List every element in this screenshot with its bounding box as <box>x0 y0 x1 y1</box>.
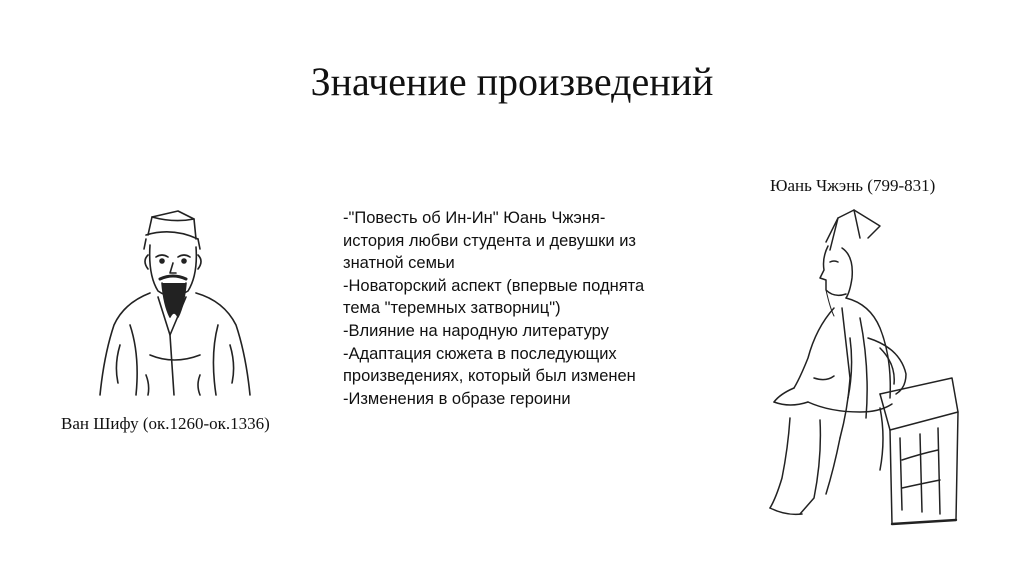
body-line: -Новаторский аспект (впервые поднята <box>343 276 645 295</box>
body-line: произведениях, который был изменен <box>343 367 636 386</box>
yuan-zhen-portrait <box>730 198 960 528</box>
body-line: -Адаптация сюжета в последующих <box>343 344 617 363</box>
wang-shifu-portrait <box>90 205 260 400</box>
body-line: история любви студента и девушки из <box>343 231 636 250</box>
body-line: знатной семьи <box>343 254 455 273</box>
yuan-zhen-caption: Юань Чжэнь (799-831) <box>770 176 936 195</box>
slide-body <box>343 207 683 410</box>
slide-title: Значение произведений <box>310 59 714 104</box>
body-line: -Изменения в образе героини <box>343 389 571 408</box>
body-line: -Влияние на народную литературу <box>343 321 609 340</box>
body-line: тема "теремных затворниц") <box>343 299 561 318</box>
wang-shifu-caption: Ван Шифу (ок.1260-ок.1336) <box>61 414 270 433</box>
body-line: -"Повесть об Ин-Ин" Юань Чжэня- <box>343 209 606 227</box>
